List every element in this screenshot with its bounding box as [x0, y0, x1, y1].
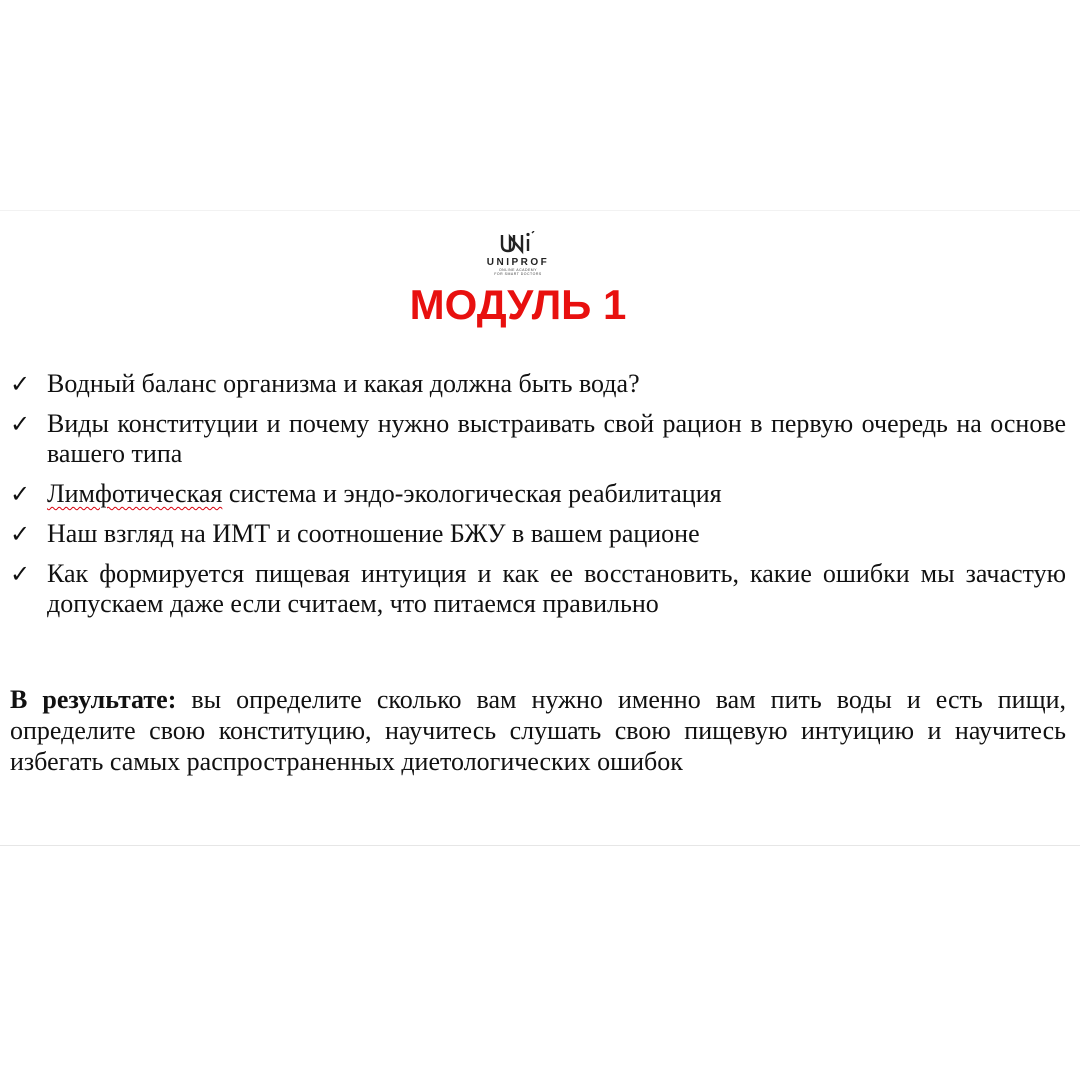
checkmark-icon: ✓ — [10, 520, 31, 548]
module-title: МОДУЛЬ 1 — [409, 281, 627, 328]
checkmark-icon: ✓ — [10, 480, 31, 508]
result-label: В результате: — [10, 685, 177, 714]
logo-tagline-line2: FOR SMART DOCTORS — [494, 272, 542, 276]
topic-text: Виды конституции и почему нужно выстраивать свой рацион в первую очередь на основе вашего типа — [47, 409, 1066, 468]
checkmark-icon: ✓ — [10, 560, 31, 588]
list-item — [10, 479, 1066, 509]
topic-text: Водный баланс организма и какая должна быть вода? — [47, 369, 640, 398]
list-item — [10, 369, 1066, 399]
topic-text: Как формируется пищевая интуиция и как ее восстановить, какие ошибки мы зачастую допускаем даже если считаем, что питаемся правильно — [47, 559, 1066, 618]
list-item — [10, 559, 1066, 619]
logo-name: UNIPROF — [486, 257, 550, 268]
checkmark-icon: ✓ — [10, 370, 31, 398]
list-item — [10, 409, 1066, 469]
topic-list — [10, 369, 1066, 629]
topic-text: Наш взгляд на ИМТ и соотношение БЖУ в вашем рационе — [47, 519, 700, 548]
result-text: вы определите сколько вам нужно именно вам пить воды и есть пищи, определите свою конституцию, научитесь слушать свою пищевую интуицию и научитесь избегать самых распространенных диетологических ошибок — [10, 685, 1067, 776]
uniprof-logo-icon — [498, 231, 538, 255]
uniprof-logo — [468, 231, 568, 276]
logo-tagline-line1: ONLINE ACADEMY — [498, 268, 538, 272]
slide — [0, 210, 1080, 846]
checkmark-icon: ✓ — [10, 410, 31, 438]
topic-text: система и эндо-экологическая реабилитация — [222, 479, 722, 508]
result-paragraph — [10, 684, 1066, 777]
list-item — [10, 519, 1066, 549]
misspelled-word: Лимфотическая — [47, 479, 223, 508]
